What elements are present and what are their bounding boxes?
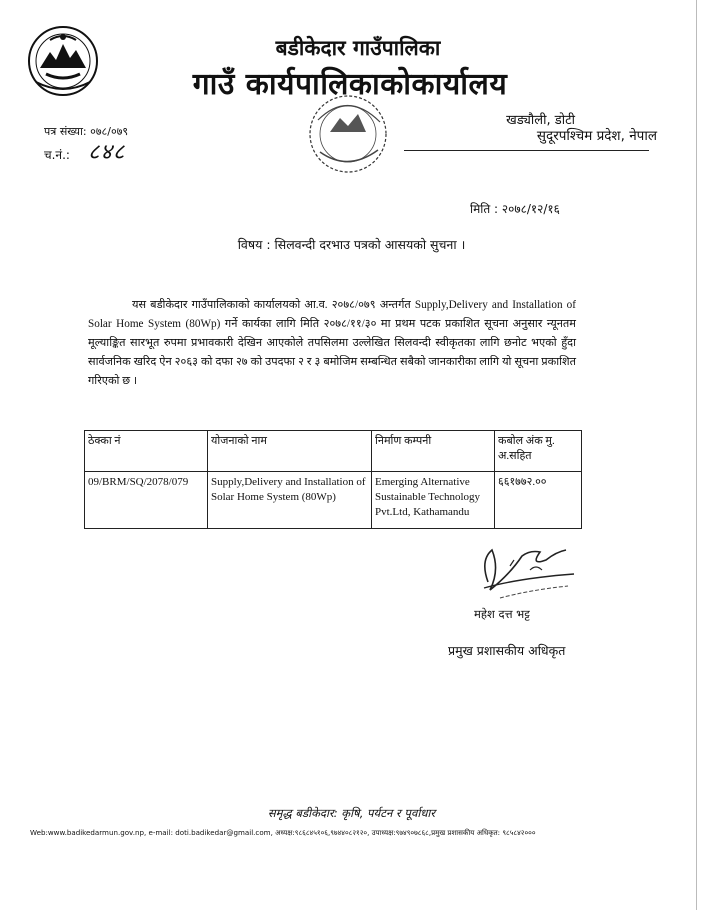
address-line-1: खड्यौली, डोटी [506, 113, 575, 128]
signatory-title: प्रमुख प्रशासकीय अधिकृत [448, 643, 566, 658]
footer-slogan: समृद्ध बडीकेदार: कृषि, पर्यटन र पूर्वाधार [267, 806, 436, 820]
cell-contract-no: 09/BRM/SQ/2078/079 [85, 472, 208, 529]
letter-subject: विषय : सिलवन्दी दरभाउ पत्रको आसयको सुचना । [237, 237, 466, 252]
dispatch-number-label: च.नं.: [44, 148, 70, 162]
letter-number: पत्र संख्या: ०७८/०७९ [44, 125, 129, 138]
signatory-name: महेश दत्त भट्ट [474, 607, 530, 621]
cell-company: Emerging Alternative Sustainable Technology Pvt.Ltd, Kathamandu [372, 472, 495, 529]
letter-date: मिति : २०७८/१२/१६ [470, 202, 560, 216]
office-title: गाउँ कार्यपालिकाकोकार्यालय [192, 67, 508, 102]
table-row [85, 472, 582, 529]
cell-bid-amount: ६६१७७२.०० [495, 472, 582, 529]
column-header-project-name: योजनाको नाम [208, 431, 372, 472]
municipality-name: बडीकेदार गाउँपालिका [275, 36, 441, 60]
column-header-company: निर्माण कम्पनी [372, 431, 495, 472]
header-divider [404, 150, 649, 151]
footer-contact: Web:www.badikedarmun.gov.np, e-mail: doti.badikedar@gmail.com, अध्यक्ष:९८६८४५१०६,९७४४०८२१२०, उपाध्यक्ष:९७४९०७८६८,प्रमुख प्रशासकीय अधिकृत: ९८५८४२००० [30, 828, 536, 837]
body-paragraph: यस बडीकेदार गाउँपालिकाको कार्यालयको आ.व. २०७८/०७९ अन्तर्गत Supply,Delivery and Installation of Solar Home System (80Wp) गर्ने कार्यका लागि मिति २०७८/११/३० मा प्रथम पटक प्रकाशित सूचना अनुसार न्यूनतम मूल्याङ्कित सारभूत रुपमा प्रभावकारी देखिन आएकोले तपसिलमा उल्लेखित सिलवन्दी स्वीकृतका लागि छनोट भएको हुँदा सार्वजनिक खरिद ऐन २०६३ को दफा २७ को उपदफा २ र ३ बमोजिम सम्बन्धित सबैको जानकारीका लागि यो सूचना प्रकाशित गरिएको छ । [88, 299, 576, 387]
cell-project-name: Supply,Delivery and Installation of Solar Home System (80Wp) [208, 472, 372, 529]
column-header-bid-amount: कबोल अंक मु. अ.सहित [495, 431, 582, 472]
table-header-row [85, 431, 582, 472]
bid-details-table [84, 430, 582, 529]
letter-body [88, 296, 576, 391]
handwritten-signature [470, 530, 580, 614]
office-seal-stamp [300, 92, 400, 186]
address-line-2: सुदूरपश्चिम प्रदेश, नेपाल [536, 128, 657, 144]
scan-edge-line [696, 0, 697, 910]
column-header-contract-no: ठेक्का नं [85, 431, 208, 472]
nepal-emblem-logo [26, 24, 100, 102]
dispatch-number-value: ८४८ [88, 140, 126, 165]
